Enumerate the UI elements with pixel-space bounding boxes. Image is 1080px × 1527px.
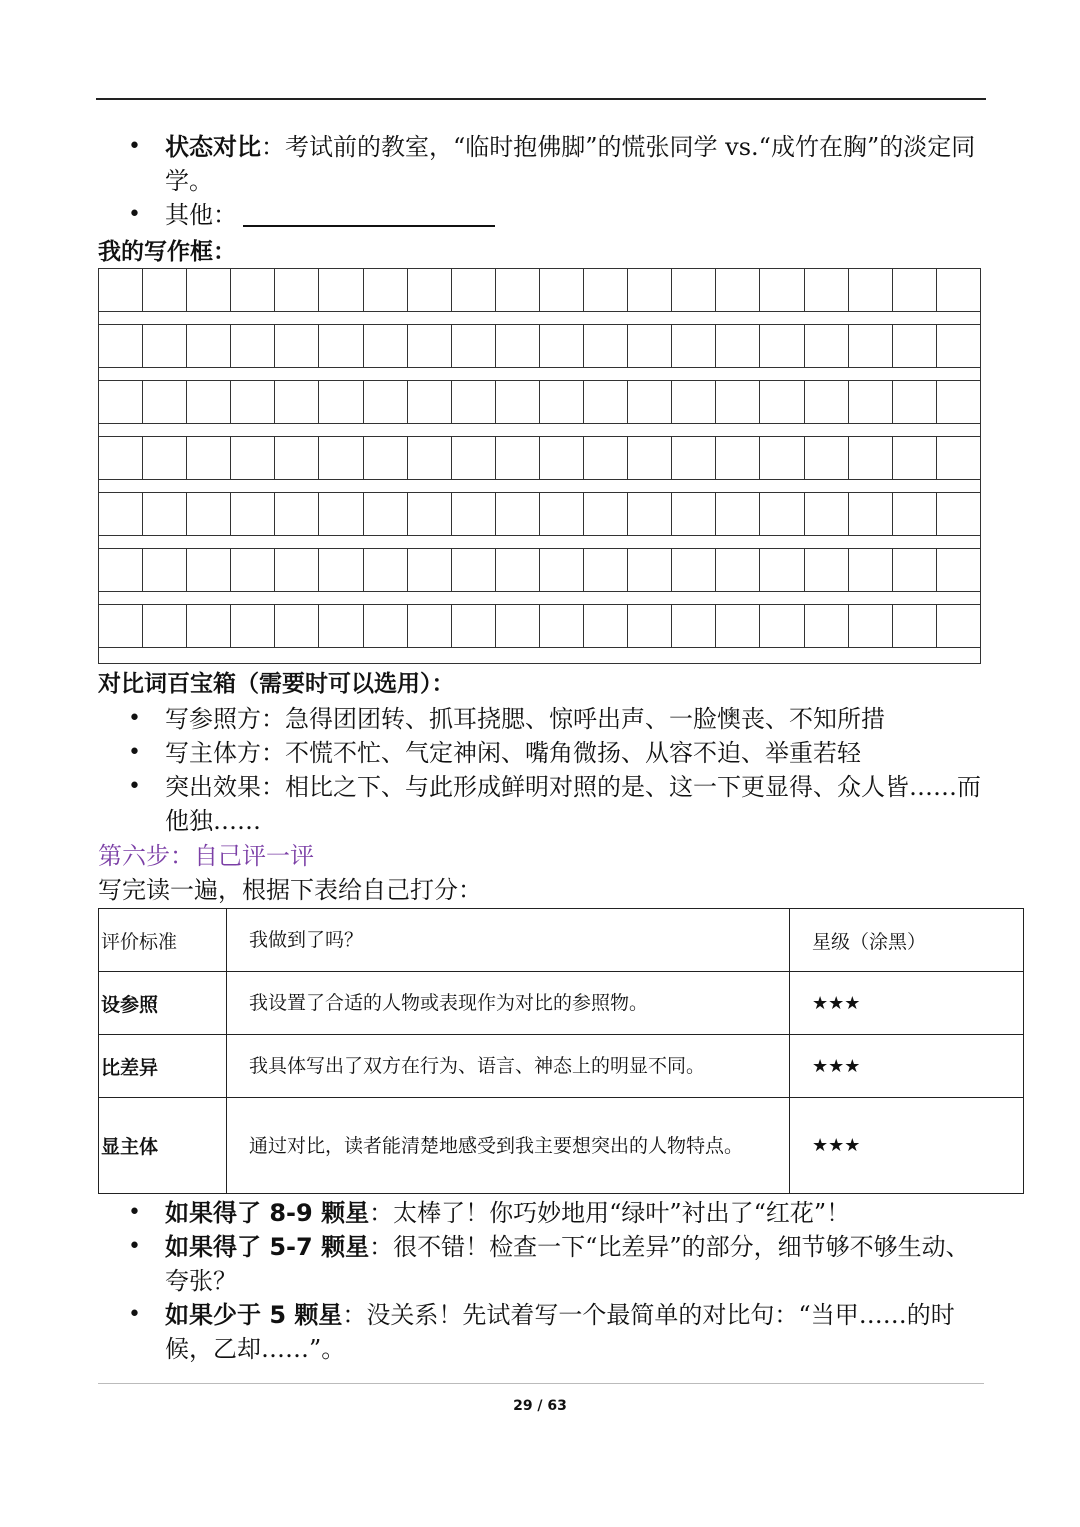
header-stars: 星级（涂黑） [790, 909, 1024, 972]
list-item [98, 1298, 984, 1366]
result-text: ：太棒了！你巧妙地用“绿叶”衬出了“红花”！ [369, 1199, 851, 1227]
grid-gap [99, 535, 980, 549]
grid-row [99, 437, 980, 480]
list-item [98, 198, 984, 232]
writing-frame-title: 我的写作框： [98, 239, 236, 265]
treasure-box-title: 对比词百宝箱（需要时可以选用）： [98, 671, 455, 697]
criterion-cell: 比差异 [99, 1035, 227, 1098]
list-item [98, 130, 984, 198]
header-rule [96, 98, 986, 100]
bullet-label: 其他 [165, 201, 213, 229]
top-bullets [98, 130, 984, 232]
description-cell: 通过对比，读者能清楚地感受到我主要想突出的人物特点。 [227, 1098, 790, 1194]
description-cell: 我具体写出了双方在行为、语言、神态上的明显不同。 [227, 1035, 790, 1098]
list-item [98, 1196, 984, 1230]
grid-row [99, 381, 980, 424]
result-text: ：没关系！先试着写一个最简单的对比句：“当甲……的时候，乙却……”。 [165, 1301, 955, 1363]
grid-gap [99, 367, 980, 381]
table-row [99, 1098, 1024, 1194]
grid-gap [99, 423, 980, 437]
treasure-box-list [98, 702, 984, 838]
grid-row [99, 549, 980, 592]
writing-grid[interactable] [98, 268, 981, 664]
grid-row [99, 325, 980, 368]
header-description: 我做到了吗？ [227, 909, 790, 972]
result-label: 如果少于 5 颗星 [165, 1301, 343, 1329]
evaluation-table [98, 908, 1024, 1194]
step-six-intro: 写完读一遍，根据下表给自己打分： [98, 876, 482, 904]
grid-gap [99, 479, 980, 493]
description-cell: 我设置了合适的人物或表现作为对比的参照物。 [227, 972, 790, 1035]
header-criterion: 评价标准 [99, 909, 227, 972]
result-text: ：很不错！检查一下“比差异”的部分，细节够不够生动、夸张？ [165, 1233, 970, 1295]
grid-gap [99, 311, 980, 325]
results-list [98, 1196, 984, 1366]
star-rating[interactable]: ★★★ [790, 1098, 1024, 1194]
grid-row [99, 605, 980, 648]
table-header-row [99, 909, 1024, 972]
criterion-cell: 设参照 [99, 972, 227, 1035]
grid-gap [99, 591, 980, 605]
bullet-label: 状态对比 [165, 133, 261, 161]
list-item: • 写参照方：急得团团转、抓耳挠腮、惊呼出声、一脸懊丧、不知所措 [98, 702, 984, 736]
bullet-text: ：考试前的教室，“临时抱佛脚”的慌张同学 vs.“成竹在胸”的淡定同学。 [165, 133, 976, 195]
fill-in-blank[interactable] [243, 203, 495, 227]
star-rating[interactable]: ★★★ [790, 972, 1024, 1035]
table-row [99, 1035, 1024, 1098]
list-item: • 突出效果：相比之下、与此形成鲜明对照的是、这一下更显得、众人皆……而他独…… [98, 770, 984, 838]
grid-row [99, 493, 980, 536]
list-item: • 写主体方：不慌不忙、气定神闲、嘴角微扬、从容不迫、举重若轻 [98, 736, 984, 770]
star-rating[interactable]: ★★★ [790, 1035, 1024, 1098]
grid-row [99, 269, 980, 312]
step-six-title: 第六步：自己评一评 [98, 842, 314, 870]
result-label: 如果得了 8-9 颗星 [165, 1199, 370, 1227]
page-number: 29 / 63 [513, 1398, 567, 1414]
list-item [98, 1230, 984, 1298]
criterion-cell: 显主体 [99, 1098, 227, 1194]
result-label: 如果得了 5-7 颗星 [165, 1233, 370, 1261]
footer-rule [98, 1383, 984, 1384]
bullet-text: ： [213, 201, 237, 229]
table-row [99, 972, 1024, 1035]
